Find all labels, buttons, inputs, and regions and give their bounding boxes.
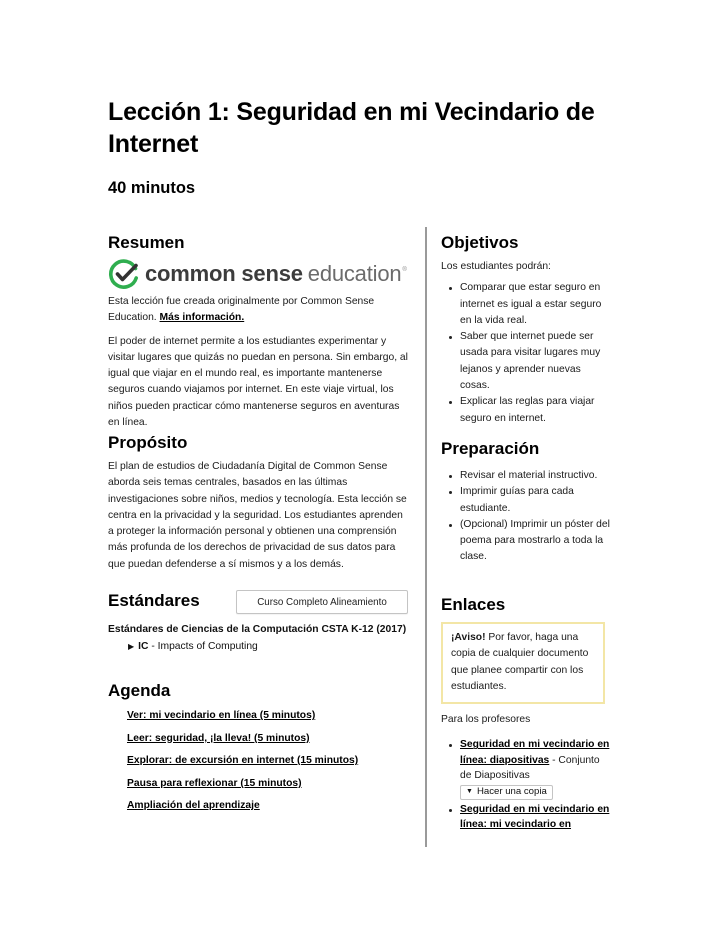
objective-item: Comparar que estar seguro en internet es igual a estar seguro en la vida real.	[449, 280, 611, 329]
logo-brand-bold: common sense	[145, 261, 303, 286]
agenda-item	[127, 708, 408, 724]
expand-triangle-icon[interactable]: ▶	[128, 642, 135, 651]
warning-label: ¡Aviso!	[451, 632, 486, 643]
make-copy-button[interactable]	[460, 785, 553, 800]
purpose-heading: Propósito	[108, 433, 188, 452]
page-title: Lección 1: Seguridad en mi Vecindario de Internet	[108, 98, 595, 158]
agenda-heading: Agenda	[108, 681, 171, 700]
full-course-alignment-button[interactable]: Curso Completo Alineamiento	[236, 590, 408, 614]
more-info-link[interactable]: Más información.	[159, 312, 245, 324]
copy-warning-box	[441, 622, 605, 704]
preparation-heading: Preparación	[441, 439, 540, 458]
preparation-list	[449, 468, 611, 566]
agenda-link-leer[interactable]: Leer: seguridad, ¡la lleva! (5 minutos)	[127, 732, 310, 744]
warning-text	[451, 630, 595, 695]
teacher-link-item	[449, 737, 611, 800]
agenda-link-explorar[interactable]: Explorar: de excursión en internet (15 minutos)	[127, 755, 359, 767]
objectives-section	[441, 232, 611, 427]
agenda-item	[127, 753, 408, 769]
agenda-section	[108, 680, 408, 821]
purpose-section	[108, 432, 408, 573]
agenda-link-ampliacion[interactable]: Ampliación del aprendizaje	[127, 800, 260, 812]
agenda-item	[127, 798, 408, 814]
objective-item: Explicar las reglas para viajar seguro en internet.	[449, 394, 611, 427]
objectives-heading: Objetivos	[441, 233, 519, 252]
preparation-item: (Opcional) Imprimir un póster del poema para mostrarlo a toda la clase.	[449, 517, 611, 566]
agenda-link-pausa[interactable]: Pausa para reflexionar (15 minutos)	[127, 777, 302, 789]
agenda-item	[127, 776, 408, 792]
teacher-link-item	[449, 802, 611, 833]
left-column	[108, 232, 408, 812]
standards-section	[108, 590, 408, 654]
preparation-item: Revisar el material instructivo.	[449, 468, 611, 484]
checkmark-circle-icon	[108, 258, 140, 290]
summary-body: El poder de internet permite a los estudiantes experimentar y visitar lugares que quizás no puedan en persona. Sin embargo, al igual que viajar en el mundo real, es importante mantenerse seguros cuando viajamos por internet. En este viaje virtual, los niños pueden practicar cómo mantenerse seguros en aventuras en línea.	[108, 335, 408, 429]
summary-heading: Resumen	[108, 233, 185, 252]
column-divider	[425, 227, 427, 847]
objectives-intro: Los estudiantes podrán:	[441, 261, 551, 272]
preparation-item: Imprimir guías para cada estudiante.	[449, 484, 611, 517]
teachers-label: Para los profesores	[441, 714, 531, 726]
standard-label: Impacts of Computing	[157, 641, 258, 652]
teacher-links-list	[449, 737, 611, 832]
agenda-item	[127, 731, 408, 747]
agenda-list	[127, 708, 408, 814]
common-sense-logo	[108, 258, 408, 290]
right-column	[441, 232, 611, 830]
summary-section	[108, 232, 408, 431]
credit-text: Esta lección fue creada originalmente por Common Sense Education.	[108, 296, 375, 324]
purpose-body: El plan de estudios de Ciudadanía Digital de Common Sense aborda seis temas centrales, basados en las últimas investigaciones sobre niños, medios y tecnología. Esta lección se centra en la privacidad y la seguridad. Los estudiantes aprenden a proteger la información personal y obtienen una comprensión más profunda de los derechos de privacidad de sus datos para que puedan defenderse a sí mismos y a los demás.	[108, 461, 407, 570]
standards-header	[108, 590, 408, 614]
objectives-list	[449, 280, 611, 427]
slides-link-suffix: - Conjunto de Diapositivas	[460, 754, 600, 782]
standards-heading: Estándares	[108, 591, 200, 610]
standard-code: IC	[138, 641, 149, 652]
standard-item-ic[interactable]	[128, 639, 408, 654]
registered-mark: ®	[402, 267, 407, 273]
preparation-section	[441, 438, 611, 566]
agenda-link-ver[interactable]: Ver: mi vecindario en línea (5 minutos)	[127, 710, 316, 721]
neighborhood-link[interactable]: Seguridad en mi vecindario en línea: mi vecindario en	[460, 803, 610, 830]
standard-separator: -	[148, 641, 158, 652]
make-copy-label: Hacer una copia	[476, 786, 547, 798]
links-section	[441, 594, 611, 833]
objective-item: Saber que internet puede ser usada para visitar lugares muy lejanos y aprender nuevas cosas.	[449, 329, 611, 394]
standards-framework: Estándares de Ciencias de la Computación CSTA K-12 (2017)	[108, 624, 407, 635]
logo-brand-light: education	[307, 261, 402, 286]
warning-message: Por favor, haga una copia de cualquier documento que planee compartir con los estudiantes.	[451, 632, 589, 692]
lesson-duration: 40 minutos	[108, 179, 196, 197]
slides-link[interactable]: Seguridad en mi vecindario en línea: diapositivas	[460, 739, 610, 766]
links-heading: Enlaces	[441, 595, 506, 614]
credit-paragraph	[108, 294, 408, 327]
caret-down-icon: ▼	[466, 788, 473, 796]
